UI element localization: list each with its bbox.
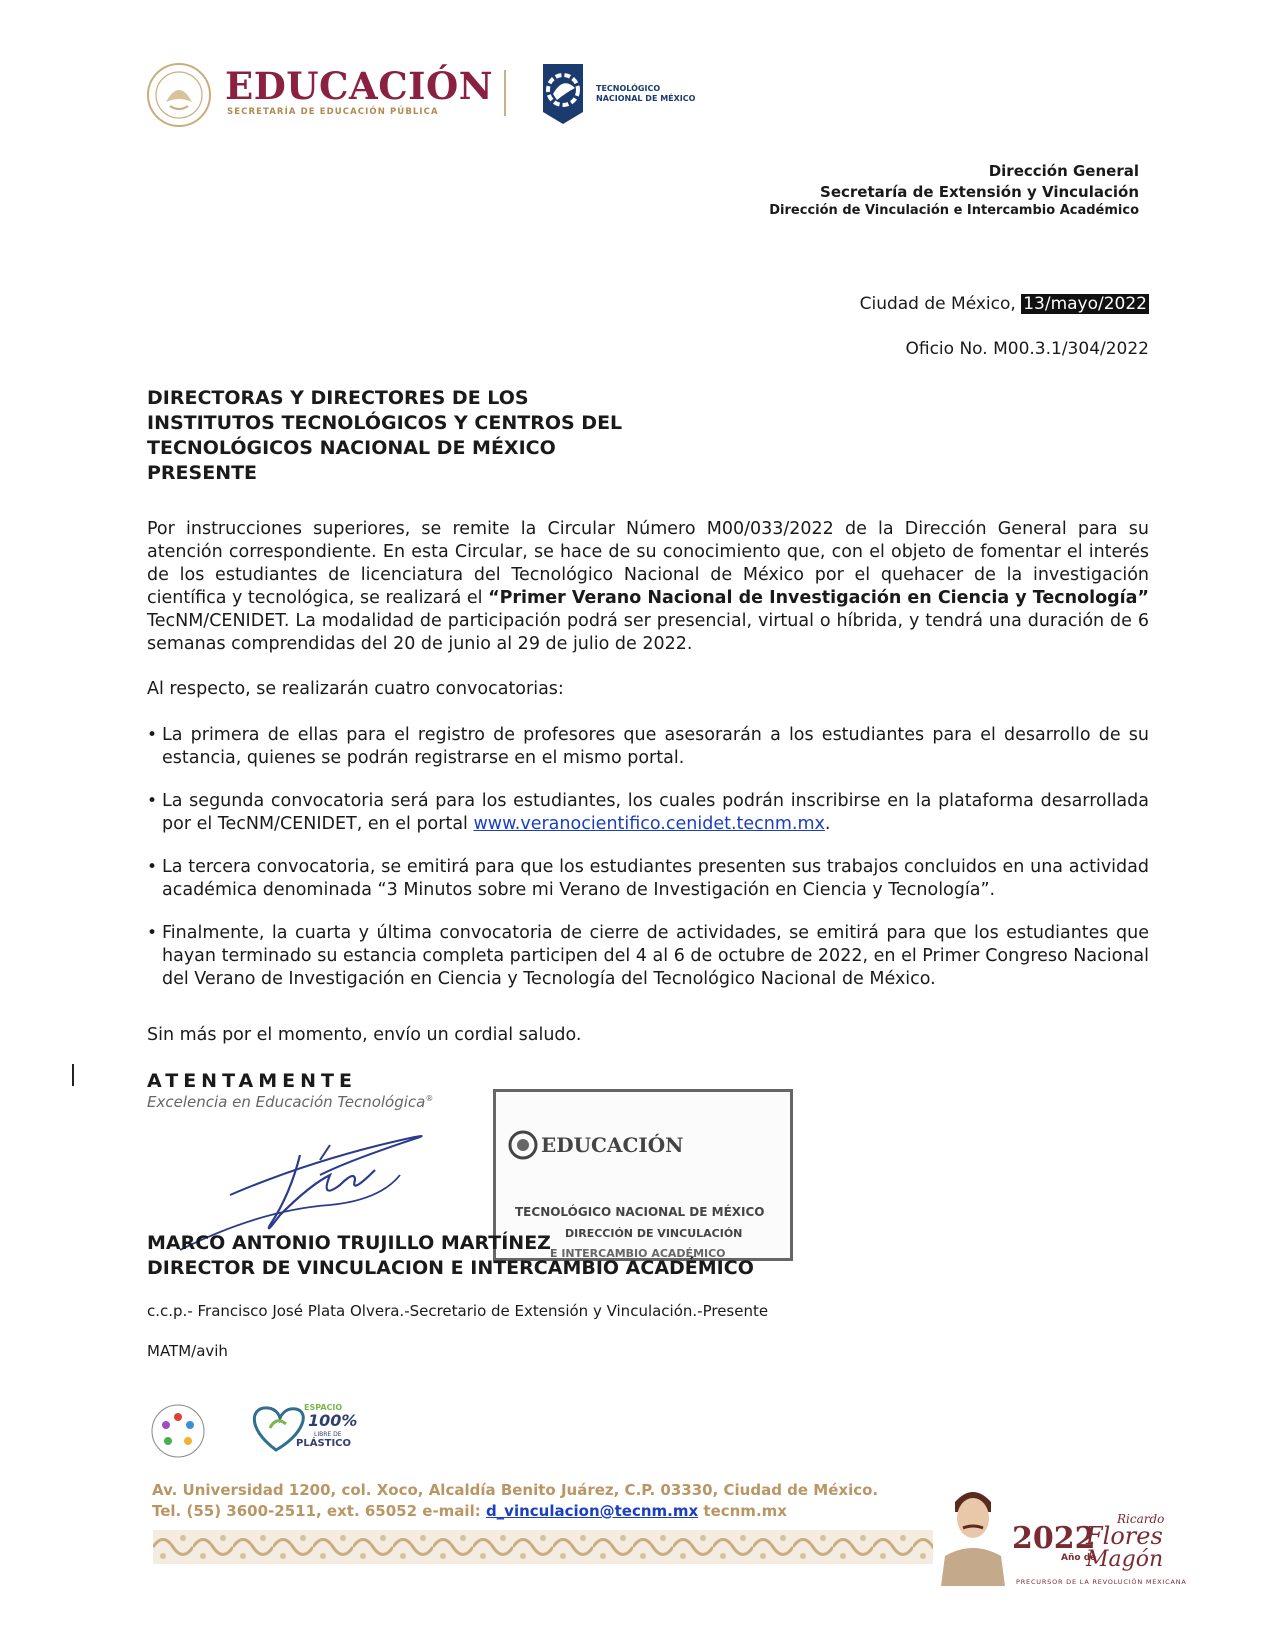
list-item: • Finalmente, la cuarta y última convocatoria de cierre de actividades, se emitirá para que los estudiantes que hayan terminado su estancia completa participen del 4 al 6 de octubre de 2022, en el Primer Congreso Nacional del Verano de Investigación en Ciencia y Tecnología del Tecnológico Nacional de México. [147, 923, 1149, 989]
department-directorate: Dirección de Vinculación e Intercambio Académico [769, 203, 1139, 218]
stamp-line-2: DIRECCIÓN DE VINCULACIÓN [565, 1227, 743, 1240]
carbon-copy-line: c.c.p.- Francisco José Plata Olvera.-Secretario de Extensión y Vinculación.-Presente [147, 1302, 769, 1320]
magon-label: Magón [1086, 1547, 1164, 1572]
oficio-number: Oficio No. M00.3.1/304/2022 [905, 339, 1149, 359]
addressee-block: DIRECTORAS Y DIRECTORES DE LOS INSTITUTOS TECNOLÓGICOS Y CENTROS DEL TECNOLÓGICOS NACIONAL DE MÉXICO PRESENTE [147, 387, 623, 484]
decorative-footer-pattern [153, 1530, 933, 1564]
institution-motto: Excelencia en Educación Tecnológica® [147, 1093, 434, 1111]
svg-text:LIBRE DE: LIBRE DE [314, 1431, 342, 1438]
list-item: • La tercera convocatoria, se emitirá para que los estudiantes presenten sus trabajos concluidos en una actividad académica denominada “3 Minutos sobre mi Verano de Investigación en Ciencia y Tecnología”. [147, 857, 1149, 900]
tecnm-logo-text: TECNOLÓGICO NACIONAL DE MÉXICO [596, 84, 696, 103]
national-seal-logo [146, 62, 212, 128]
stamp-line-3: E INTERCAMBIO ACADÉMICO [550, 1247, 726, 1260]
tecnm-gear-logo [535, 58, 591, 128]
date-line: Ciudad de México, 13/mayo/2022 [859, 294, 1147, 314]
equality-seal-icon [150, 1403, 206, 1459]
anio-de-label: Año de [1061, 1553, 1097, 1563]
ricardo-label: Ricardo [1117, 1512, 1165, 1526]
signer-name: MARCO ANTONIO TRUJILLO MARTÍNEZ [147, 1232, 551, 1254]
plastic-free-logo [246, 1398, 358, 1458]
svg-text:ESPACIO: ESPACIO [304, 1403, 343, 1412]
logo-divider [504, 70, 506, 116]
list-item: • La segunda convocatoria será para los estudiantes, los cuales podrán inscribirse en la plataforma desarrollada por el TecNM/CENIDET, en el portal www.veranocientifico.cenidet.tecnm.mx. [147, 791, 1149, 834]
body-paragraph-1: Por instrucciones superiores, se remite la Circular Número M00/033/2022 de la Dirección General para su atención correspondiente. En esta Circular, se hace de su conocimiento que, con el objeto de fomentar el interés de los estudiantes de licenciatura del Tecnológico Nacional de México por el quehacer de la investigación científica y tecnológica, se realizará el “Primer Verano Nacional de Investigación en Ciencia y Tecnología” TecNM/CENIDET. La modalidad de participación podrá ser presencial, virtual o híbrida, y tendrá una duración de 6 semanas comprendidas del 20 de junio al 29 de julio de 2022. [147, 519, 1149, 654]
precursor-subtitle: PRECURSOR DE LA REVOLUCIÓN MEXICANA [1016, 1578, 1187, 1586]
stamp-line-1: TECNOLÓGICO NACIONAL DE MÉXICO [515, 1205, 765, 1219]
department-secretariat: Secretaría de Extensión y Vinculación [820, 183, 1139, 201]
portal-link[interactable]: www.veranocientifico.cenidet.tecnm.mx [473, 814, 825, 834]
flores-magon-portrait [935, 1478, 1011, 1586]
sep-logo-subtitle: SECRETARÍA DE EDUCACIÓN PÚBLICA [227, 107, 439, 117]
signer-title: DIRECTOR DE VINCULACION E INTERCAMBIO ACADÉMICO [147, 1257, 754, 1279]
flores-label: Flores [1086, 1522, 1163, 1550]
stamp-wordmark: EDUCACIÓN [541, 1133, 684, 1157]
department-general: Dirección General [988, 162, 1139, 180]
body-paragraph-2: Al respecto, se realizarán cuatro convocatorias: [147, 679, 564, 699]
svg-text:PLÁSTICO: PLÁSTICO [296, 1438, 352, 1449]
text-cursor [72, 1064, 74, 1086]
email-link[interactable]: d_vinculacion@tecnm.mx [485, 1502, 699, 1520]
footer-address: Av. Universidad 1200, col. Xoco, Alcaldía Benito Juárez, C.P. 03330, Ciudad de México. [152, 1481, 879, 1499]
highlighted-date[interactable]: 13/mayo/2022 [1023, 294, 1147, 314]
year-2022: 2022 [1012, 1521, 1096, 1556]
footer-contact: Tel. (55) 3600-2511, ext. 65052 e-mail: d_vinculacion@tecnm.mx tecnm.mx [152, 1502, 787, 1520]
svg-text:100%: 100% [308, 1411, 358, 1430]
closing-line: Sin más por el momento, envío un cordial saludo. [147, 1025, 582, 1045]
stamp-seal-icon [508, 1130, 538, 1160]
closing-salutation: ATENTAMENTE [147, 1070, 357, 1092]
list-item: • La primera de ellas para el registro de profesores que asesorarán a los estudiantes para el desarrollo de su estancia, quienes se podrán registrarse en el mismo portal. [147, 725, 1149, 768]
reference-initials: MATM/avih [147, 1342, 228, 1360]
sep-logo-wordmark: EDUCACIÓN [225, 64, 494, 108]
